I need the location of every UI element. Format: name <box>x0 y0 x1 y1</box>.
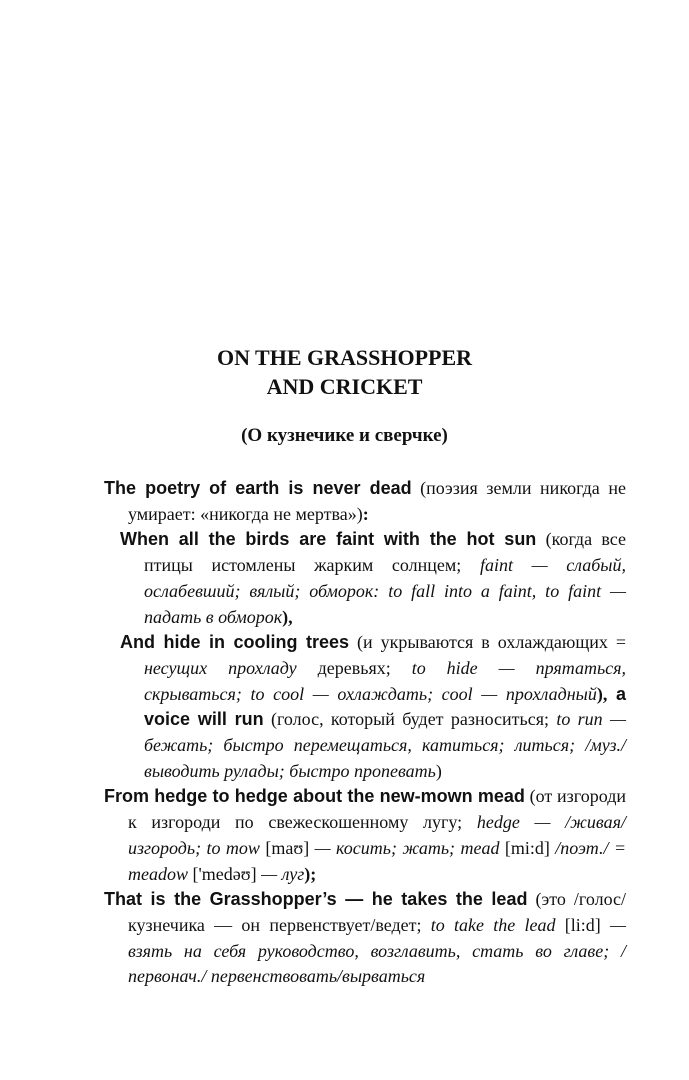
poem-body <box>104 476 626 990</box>
translation-text: (от изгороди к изгороди по свежескошенному лугу; <box>128 786 626 833</box>
poem-line-text: When all the birds are faint with the hot sun <box>120 529 537 550</box>
gloss-text: — косить; жать; mead <box>314 837 500 858</box>
poem-paragraph <box>104 784 626 887</box>
poem-line-text: That is the Grasshopper’s — he takes the lead <box>104 889 528 910</box>
poem-paragraph <box>104 630 626 784</box>
chapter-subtitle: (О кузнечике и сверчке) <box>241 425 448 446</box>
translation-text: деревьях; <box>296 657 412 678</box>
poem-paragraph <box>104 887 626 990</box>
poem-line-text: From hedge to hedge about the new-mown mead <box>104 786 525 807</box>
poem-paragraph <box>104 476 626 527</box>
poem-line-text: a voice will run <box>144 683 626 730</box>
translation-text: ) <box>435 760 442 781</box>
translation-text: (это /голос/ кузнечика — он первенствует/ведет; <box>128 889 627 935</box>
chapter-title-line-2: AND CRICKET <box>266 374 423 399</box>
gloss-text: to hide — прятаться, скрываться; to cool — охлаждать; cool — прохладный <box>144 657 626 704</box>
gloss-text: — взять на себя руководство, возглавить, стать во главе; /первонач./ первенствовать/вырваться <box>128 914 626 987</box>
gloss-text: — луг <box>261 863 305 884</box>
poem-paragraph <box>104 527 626 630</box>
translation-text: : <box>362 503 369 524</box>
translation-text: [maʊ] <box>259 837 315 858</box>
poem-line-text: And hide in cooling trees <box>120 632 350 653</box>
chapter-title <box>0 343 689 401</box>
translation-text: ); <box>304 863 317 884</box>
gloss-text: to take the lead <box>430 914 556 935</box>
gloss-text: /поэт./ = meadow <box>128 837 627 884</box>
gloss-text: несущих прохладу <box>144 657 297 678</box>
translation-text: (когда все птицы истомлены жарким солнцем; <box>144 529 626 576</box>
gloss-text: to run — бежать; быстро перемещаться, катиться; литься; /муз./ выводить рулады; быстро пропевать <box>144 709 626 781</box>
translation-text: (и укрываются в охлаждающих = <box>349 632 626 653</box>
poem-line-text: The poetry of earth is never dead <box>104 478 412 498</box>
translation-text: [mi:d] <box>499 837 556 858</box>
translation-text: ), <box>596 683 616 704</box>
translation-text: ), <box>282 606 293 627</box>
translation-text: ['medəʊ] <box>188 863 262 884</box>
translation-text: (поэзия земли никогда не умирает: «никогда не мертва») <box>128 478 626 524</box>
gloss-text: hedge — /живая/ изгородь; to mow <box>128 812 626 858</box>
translation-text: (голос, который будет разноситься; <box>263 709 557 730</box>
gloss-text: faint — слабый, ослабевший; вялый; обморок: to fall into a faint, to faint — падать в обморок <box>144 555 626 627</box>
translation-text: [li:d] <box>555 914 610 935</box>
chapter-title-line-1: ON THE GRASSHOPPER <box>216 345 473 370</box>
